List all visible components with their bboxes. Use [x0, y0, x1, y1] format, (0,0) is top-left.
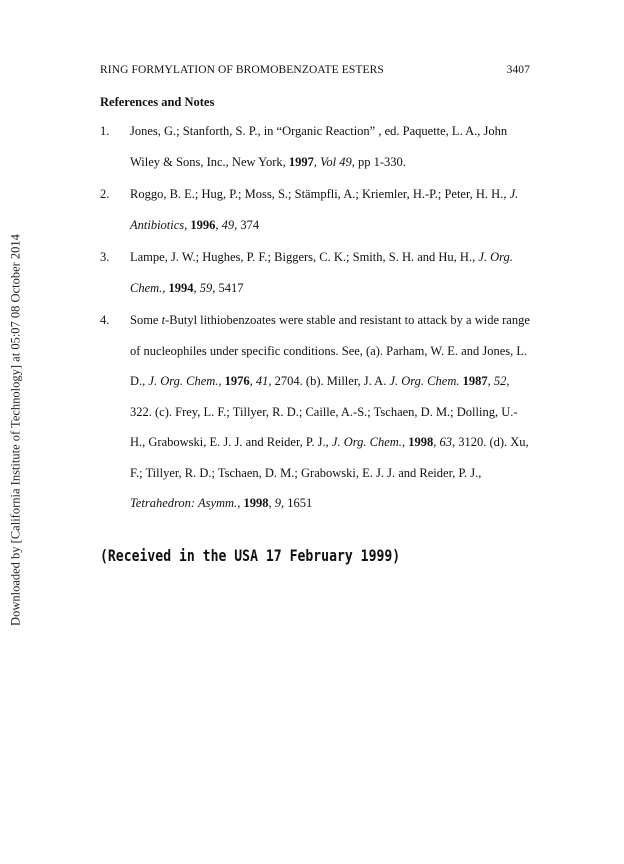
page-number: 3407	[506, 64, 530, 76]
reference-item	[100, 250, 530, 303]
reference-number: 4.	[100, 313, 110, 327]
reference-list	[100, 124, 530, 519]
reference-item	[100, 187, 530, 240]
reference-number: 1.	[100, 124, 110, 138]
reference-number: 2.	[100, 187, 110, 201]
section-heading: References and Notes	[100, 95, 215, 109]
reference-text: Some t-Butyl lithiobenzoates were stable and resistant to attack by a wide range of nucleophiles under specific conditions. See, (a). Parham, W. E. and Jones, L. D., J. Org. Chem., 1976, 41, 2704. (b). Miller, J. A. J. Org. Chem. 1987, 52, 322. (c). Frey, L. F.; Tillyer, R. D.; Caille, A.-S.; Tschaen, D. M.; Dolling, U.-H., Grabowski, E. J. J. and Reider, P. J., J. Org. Chem., 1998, 63, 3120. (d). Xu, F.; Tillyer, R. D.; Tschaen, D. M.; Grabowski, E. J. J. and Reider, P. J., Tetrahedron: Asymm., 1998, 9, 1651	[130, 313, 530, 510]
reference-text: Roggo, B. E.; Hug, P.; Moss, S.; Stämpfli, A.; Kriemler, H.-P.; Peter, H. H., J. Antibiotics, 1996, 49, 374	[130, 187, 519, 232]
download-notice-sidebar	[8, 150, 24, 710]
reference-text: Jones, G.; Stanforth, S. P., in “Organic Reaction” , ed. Paquette, L. A., John Wiley & Sons, Inc., New York, 1997, Vol 49, pp 1-330.	[130, 124, 508, 169]
reference-item	[100, 313, 530, 519]
received-date: (Received in the USA 17 February 1999)	[100, 546, 401, 565]
download-notice: Downloaded by [California Institute of Technology] at 05:07 08 October 2014	[8, 234, 23, 626]
reference-text: Lampe, J. W.; Hughes, P. F.; Biggers, C. K.; Smith, S. H. and Hu, H., J. Org. Chem., 1994, 59, 5417	[130, 250, 513, 295]
reference-item	[100, 124, 530, 177]
reference-number: 3.	[100, 250, 110, 264]
running-head-title: RING FORMYLATION OF BROMOBENZOATE ESTERS	[100, 64, 384, 76]
